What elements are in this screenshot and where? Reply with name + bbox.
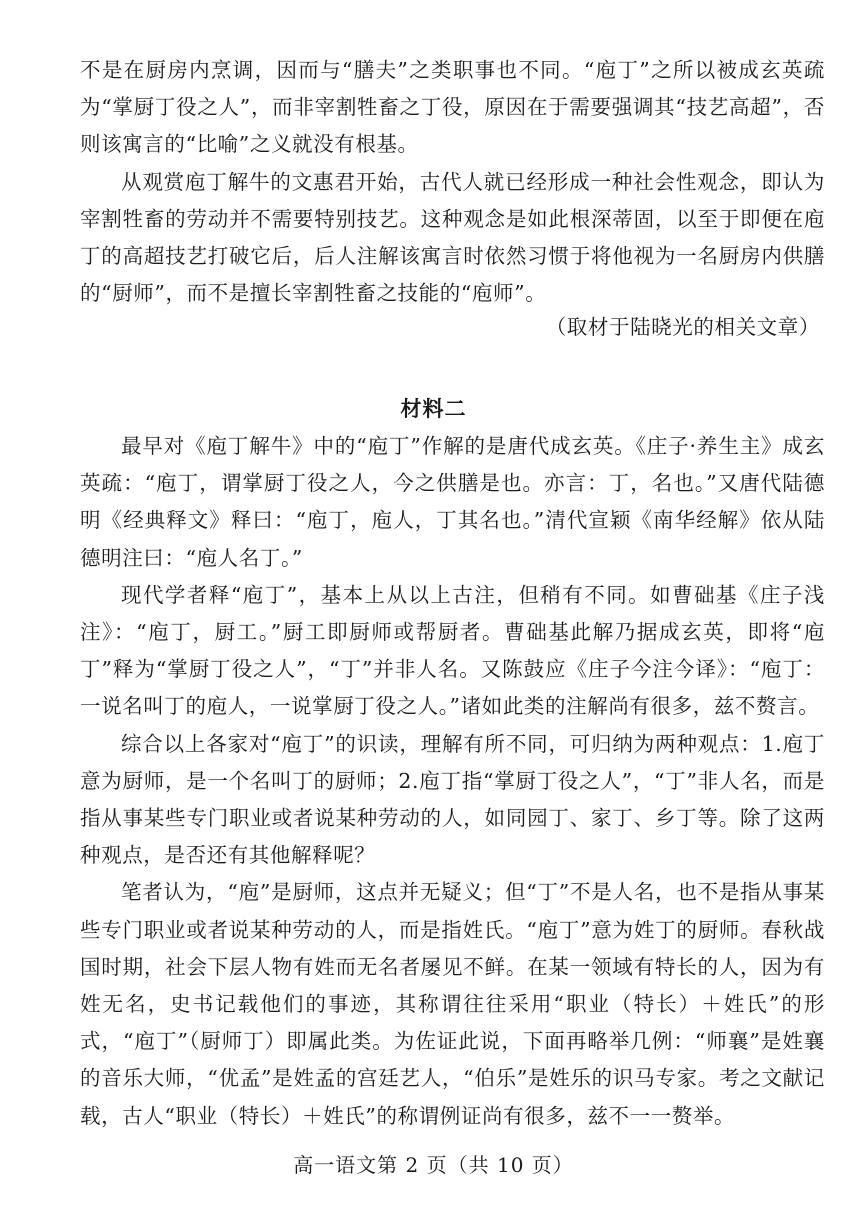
- paragraph: 现代学者释“庖丁”，基本上从以上古注，但稍有不同。如曹础基《庄子浅注》：“庖丁，厨工。”厨工即厨师或帮厨者。曹础基此解乃据成玄英，即将“庖丁”释为“掌厨丁役之人”，“丁”并非人名。又陈鼓应《庄子今注今译》：“庖丁：一说名叫丁的庖人，一说掌厨丁役之人。”诸如此类的注解尚有很多，兹不赘言。: [80, 582, 825, 719]
- paragraph: 最早对《庖丁解牛》中的“庖丁”作解的是唐代成玄英。《庄子·养生主》成玄英疏：“庖丁，谓掌厨丁役之人，今之供膳是也。亦言：丁，名也。”又唐代陆德明《经典释文》释曰：“庖丁，庖人，丁其名也。”清代宣颖《南华经解》依从陆德明注曰：“庖人名丁。”: [80, 434, 825, 570]
- paragraph: 综合以上各家对“庖丁”的识读，理解有所不同，可归纳为两种观点：1.庖丁意为厨师，是一个名叫丁的厨师；2.庖丁指“掌厨丁役之人”，“丁”非人名，而是指从事某些专门职业或者说某种劳动的人，如同园丁、家丁、乡丁等。除了这两种观点，是否还有其他解释呢？: [80, 731, 825, 868]
- paragraph: 笔者认为，“庖”是厨师，这点并无疑义；但“丁”不是人名，也不是指从事某些专门职业或者说某种劳动的人，而是指姓氏。“庖丁”意为姓丁的厨师。春秋战国时期，社会下层人物有姓而无名者屡见不鲜。在某一领域有特长的人，因为有姓无名，史书记载他们的事迹，其称谓往往采用“职业（特长）＋姓氏”的形式，“庖丁”（厨师丁）即属此类。为佐证此说，下面再略举几例：“师襄”是姓襄的音乐大师，“优孟”是姓孟的宫廷艺人，“伯乐”是姓乐的识马专家。考之文献记载，古人“职业（特长）＋姓氏”的称谓例证尚有很多，兹不一一赘举。: [80, 880, 825, 1128]
- paragraph: 从观赏庖丁解牛的文惠君开始，古代人就已经形成一种社会性观念，即认为宰割牲畜的劳动并不需要特别技艺。这种观念是如此根深蒂固，以至于即便在庖丁的高超技艺打破它后，后人注解该寓言时依然习惯于将他视为一名厨房内供膳的“厨师”，而不是擅长宰割牲畜之技能的“庖师”。: [80, 169, 825, 306]
- material2-text: [80, 428, 825, 1135]
- section-title: 材料二: [400, 396, 467, 421]
- paragraph-continued: 不是在厨房内烹调，因而与“膳夫”之类职事也不同。“庖丁”之所以被成玄英疏为“掌厨丁役之人”，而非宰割牲畜之丁役，原因在于需要强调其“技艺高超”，否则该寓言的“比喻”之义就没有根基。: [80, 58, 825, 157]
- page-footer: 高一语文第 2 页（共 10 页）: [293, 1153, 574, 1177]
- material1-text: [80, 52, 825, 312]
- source-citation: （取材于陆晓光的相关文章）: [545, 315, 820, 339]
